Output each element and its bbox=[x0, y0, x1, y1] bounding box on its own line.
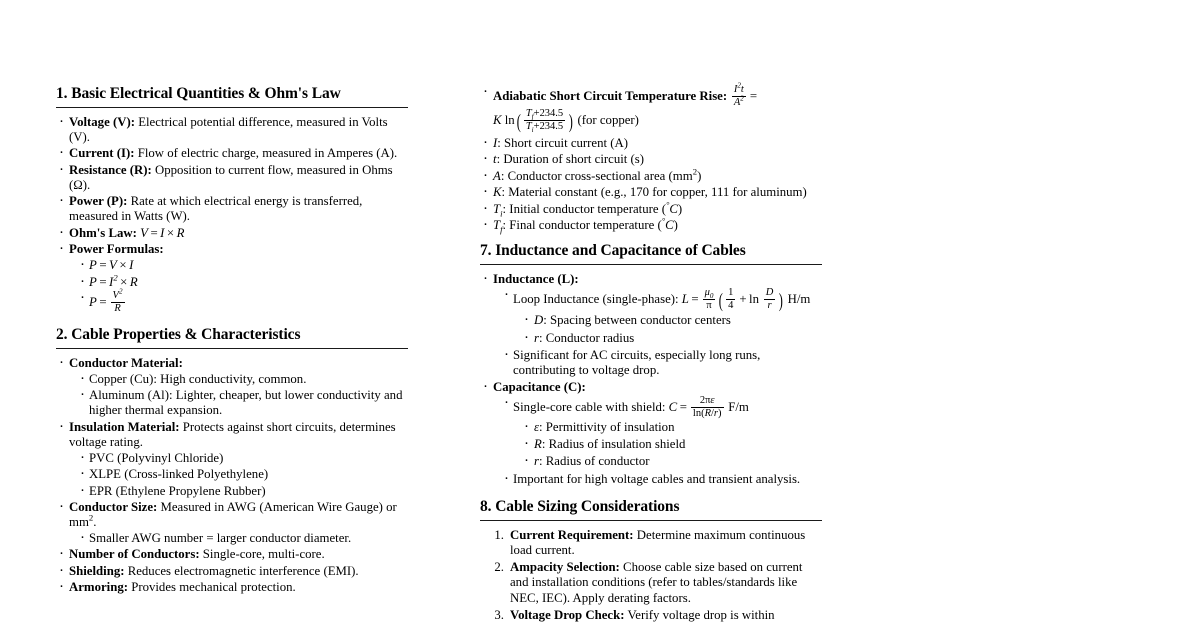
list-item bbox=[513, 437, 822, 452]
section-heading: 1. Basic Electrical Quantities & Ohm's Law bbox=[56, 85, 341, 102]
list-item bbox=[480, 199, 822, 219]
heading-rule bbox=[480, 264, 822, 265]
list-item bbox=[480, 152, 822, 167]
list-item bbox=[56, 420, 408, 499]
term-text: Provides mechanical protection. bbox=[131, 580, 296, 595]
formula-ohms-law: V = I × R bbox=[140, 225, 185, 240]
list-item: · Smaller AWG number = larger conductor diameter. bbox=[69, 531, 408, 546]
term-label: Power (P): bbox=[69, 194, 128, 209]
list-item bbox=[513, 331, 822, 346]
symbol: $T_i$ bbox=[493, 201, 503, 219]
symbol-def: : Duration of short circuit (s) bbox=[496, 152, 645, 167]
section-heading: 2. Cable Properties & Characteristics bbox=[56, 325, 301, 343]
formula-caption: Loop Inductance (single-phase): bbox=[513, 291, 679, 306]
list-item bbox=[480, 272, 822, 378]
formula-adiabatic-rhs: K ln( $\frac{T_f+234.5}{T_i+234.5}$ ) bbox=[493, 107, 573, 134]
symbol: I bbox=[493, 135, 498, 150]
list-conductor-materials bbox=[69, 372, 408, 418]
section-heading: 7. Inductance and Capacitance of Cables bbox=[480, 242, 746, 260]
list-short-circuit bbox=[480, 81, 822, 235]
list-insulation-materials bbox=[69, 451, 408, 499]
term-label: Voltage (V): bbox=[69, 114, 135, 129]
section-inductance-capacitance bbox=[480, 242, 822, 487]
symbol-def: : Conductor cross-sectional area $(mm^2)$ bbox=[500, 166, 702, 183]
section-cable-properties bbox=[56, 326, 408, 595]
list-item bbox=[56, 115, 408, 145]
list-capacitance-details bbox=[493, 396, 822, 487]
term-label: Power Formulas: bbox=[69, 242, 164, 257]
symbol-def: : Spacing between conductor centers bbox=[543, 313, 731, 328]
section-basic-electrical-quantities bbox=[56, 85, 408, 315]
list-item bbox=[56, 163, 408, 193]
term-text: Protects against short circuits, determines voltage rating. bbox=[69, 419, 396, 449]
list-power-formulas bbox=[69, 258, 408, 315]
list-item: · Aluminum (Al): Lighter, cheaper, but lower conductivity and higher thermal expansion. bbox=[69, 388, 408, 418]
symbol-def: : Material constant (e.g., 170 for copper, 111 for aluminum) bbox=[501, 185, 807, 200]
list-item bbox=[480, 528, 822, 558]
term-label: Capacitance (C): bbox=[493, 379, 586, 394]
term-label: Insulation Material: bbox=[69, 419, 180, 434]
list-item bbox=[56, 564, 408, 579]
list-cable-properties bbox=[56, 356, 408, 596]
list-item bbox=[69, 287, 408, 315]
symbol: K bbox=[493, 185, 502, 200]
term-label: Adiabatic Short Circuit Temperature Rise: bbox=[493, 88, 728, 103]
symbol: $T_f$ bbox=[493, 218, 503, 235]
symbol: t bbox=[493, 152, 497, 167]
list-item: · EPR (Ethylene Propylene Rubber) bbox=[69, 484, 408, 499]
list-item bbox=[56, 356, 408, 418]
list-item bbox=[493, 288, 822, 346]
list-item bbox=[56, 500, 408, 546]
term-text: Rate at which electrical energy is transferred, measured in Watts (W). bbox=[69, 194, 363, 224]
symbol-def: : Final conductor temperature (°C) bbox=[502, 215, 678, 233]
list-item bbox=[56, 226, 408, 241]
list-conductor-size-notes bbox=[69, 531, 408, 546]
list-item bbox=[480, 81, 822, 134]
symbol-def: : Initial conductor temperature (°C) bbox=[502, 199, 683, 216]
symbol: D bbox=[534, 313, 544, 328]
term-label: Shielding: bbox=[69, 563, 125, 578]
list-item bbox=[480, 136, 822, 151]
section-adiabatic-short-circuit bbox=[480, 81, 822, 235]
heading-rule bbox=[480, 520, 822, 521]
term-label: Voltage Drop Check: bbox=[510, 607, 625, 622]
list-item bbox=[493, 396, 822, 470]
formula-caption: Single-core cable with shield: bbox=[513, 399, 666, 414]
heading-rule bbox=[56, 107, 408, 108]
symbol-def: : Conductor radius bbox=[538, 330, 635, 345]
list-item: · Important for high voltage cables and transient analysis. bbox=[493, 472, 822, 487]
symbol: A bbox=[493, 168, 501, 183]
list-item bbox=[513, 313, 822, 328]
term-label: Inductance (L): bbox=[493, 271, 579, 286]
symbol: r bbox=[534, 330, 539, 345]
left-column bbox=[56, 85, 408, 606]
formula-power-vi: P = V × I bbox=[89, 258, 134, 273]
list-item: · PVC (Polyvinyl Chloride) bbox=[69, 451, 408, 466]
term-text: Measured in AWG (American Wire Gauge) or $mm^2$. bbox=[69, 500, 397, 529]
list-sizing-steps bbox=[480, 528, 822, 623]
list-inductance-symbols bbox=[513, 313, 822, 345]
symbol: ε bbox=[534, 419, 540, 434]
list-item bbox=[480, 560, 822, 606]
list-item: · Copper (Cu): High conductivity, common. bbox=[69, 372, 408, 387]
list-item bbox=[480, 185, 822, 200]
symbol-def: : Short circuit current (A) bbox=[497, 135, 629, 150]
term-text: Choose cable size based on current and installation conditions (refer to tables/standards like NEC, IEC). Apply derating factors. bbox=[510, 560, 803, 605]
term-text: Determine maximum continuous load current. bbox=[510, 527, 806, 558]
list-item bbox=[69, 258, 408, 273]
term-text: Verify voltage drop is within bbox=[627, 607, 775, 622]
formula-power-i2r: $P = I^2 \times R$ bbox=[89, 272, 138, 289]
list-item bbox=[56, 194, 408, 224]
symbol: r bbox=[534, 454, 539, 469]
list-item: · Significant for AC circuits, especially long runs, contributing to voltage drop. bbox=[493, 348, 822, 378]
term-label: Number of Conductors: bbox=[69, 547, 200, 562]
symbol-def: : Radius of insulation shield bbox=[541, 437, 686, 451]
list-item: · XLPE (Cross-linked Polyethylene) bbox=[69, 467, 408, 482]
symbol-def: : Radius of conductor bbox=[538, 454, 650, 469]
list-item bbox=[480, 166, 822, 184]
list-item bbox=[480, 215, 822, 235]
term-label: Resistance (R): bbox=[69, 162, 152, 177]
heading-rule bbox=[56, 348, 408, 349]
list-inductance-details bbox=[493, 288, 822, 378]
symbol-def: : Permittivity of insulation bbox=[539, 419, 675, 434]
list-item bbox=[513, 454, 822, 469]
term-text: Opposition to current flow, measured in Ohms (Ω). bbox=[69, 162, 393, 192]
list-item bbox=[56, 146, 408, 161]
formula-adiabatic-lhs: $\frac{I^2t}{A^2}$ = bbox=[733, 81, 758, 108]
term-text: Electrical potential difference, measured in Volts (V). bbox=[69, 114, 388, 144]
list-item bbox=[480, 608, 822, 623]
list-basic-quantities bbox=[56, 115, 408, 315]
right-column bbox=[480, 81, 822, 626]
term-label: Conductor Material: bbox=[69, 355, 183, 370]
list-item bbox=[56, 547, 408, 562]
list-item bbox=[480, 380, 822, 487]
formula-loop-inductance: L = $\frac{\mu_0}{\pi}$ ( $\frac{1}{4}$ + ln $\frac{D}{r}$ ) H/m bbox=[681, 286, 811, 313]
symbol: R bbox=[534, 437, 542, 451]
formula-note: (for copper) bbox=[577, 112, 639, 127]
list-item bbox=[56, 242, 408, 315]
term-text: Single-core, multi-core. bbox=[202, 547, 325, 562]
term-text: Flow of electric charge, measured in Amperes (A). bbox=[137, 146, 398, 161]
term-label: Current Requirement: bbox=[510, 527, 634, 542]
section-cable-sizing bbox=[480, 498, 822, 623]
section-heading: 8. Cable Sizing Considerations bbox=[480, 497, 680, 515]
term-label: Ampacity Selection: bbox=[510, 560, 620, 575]
list-item bbox=[56, 580, 408, 595]
term-text: Reduces electromagnetic interference (EMI). bbox=[127, 563, 359, 578]
term-label: Conductor Size: bbox=[69, 500, 158, 514]
term-label: Armoring: bbox=[69, 580, 128, 595]
list-inductance-capacitance bbox=[480, 272, 822, 487]
list-item bbox=[513, 420, 822, 435]
formula-capacitance: C = $\frac{2\pi\varepsilon}{\ln(R/r)}$ F/m bbox=[668, 394, 749, 419]
term-label: Current (I): bbox=[69, 146, 135, 161]
formula-power-v2r: P = $\frac{V^2}{R}$ bbox=[89, 287, 123, 314]
term-label: Ohm's Law: bbox=[69, 225, 137, 240]
list-capacitance-symbols bbox=[513, 420, 822, 470]
